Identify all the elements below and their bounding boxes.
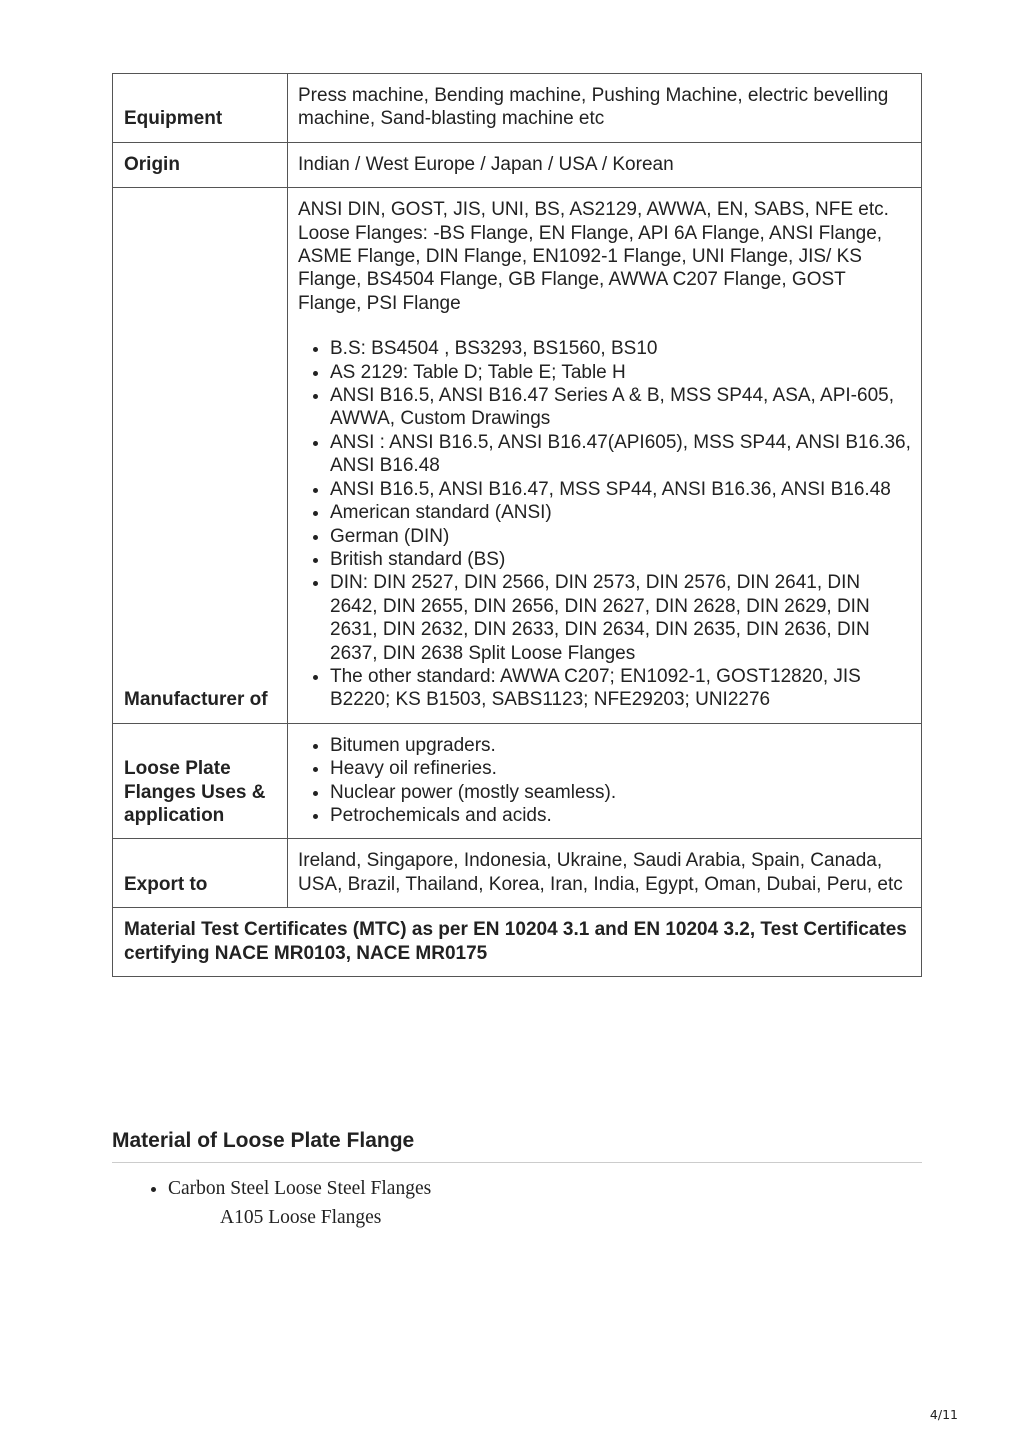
list-item: • DIN: DIN 2527, DIN 2566, DIN 2573, DIN 2576, DIN 2641, DIN 2642, DIN 2655, DIN 2656, DIN 2627, DIN 2628, DIN 2629, DIN 2631, DIN 2632, DIN 2633, DIN 2634, DIN 2635, DIN 2636, DIN 2637, DIN 2638 Split Loose Flanges bbox=[330, 571, 911, 665]
value-text: Ireland, Singapore, Indonesia, Ukraine, Saudi Arabia, Spain, Canada, USA, Brazil, Thailand, Korea, Iran, India, Egypt, Oman, Dubai, Peru, etc bbox=[298, 850, 903, 895]
certificates-note: Material Test Certificates (MTC) as per EN 10204 3.1 and EN 10204 3.2, Test Certificates certifying NACE MR0103, NACE MR0175 bbox=[113, 908, 922, 977]
list-item: • Petrochemicals and acids. bbox=[330, 804, 911, 827]
table-row-equipment bbox=[113, 74, 922, 143]
list-item: • The other standard: AWWA C207; EN1092-1, GOST12820, JIS B2220; KS B1503, SABS1123; NFE29203; UNI2276 bbox=[330, 665, 911, 712]
material-item-sub: A105 Loose Flanges bbox=[220, 1207, 382, 1228]
table-row-manufacturer bbox=[113, 188, 922, 724]
value-text: Loose Flanges: -BS Flange, EN Flange, API 6A Flange, ANSI Flange, ASME Flange, DIN Flange, EN1092-1 Flange, UNI Flange, JIS/ KS Flange, BS4504 Flange, GB Flange, AWWA C207 Flange, GOST Flange, PSI Flange bbox=[298, 222, 883, 314]
value-text: Indian / West Europe / Japan / USA / Korean bbox=[298, 153, 674, 175]
table-row-origin bbox=[113, 142, 922, 187]
list-item bbox=[168, 1174, 978, 1232]
value-text: ANSI DIN, GOST, JIS, UNI, BS, AS2129, AWWA, EN, SABS, NFE etc. bbox=[298, 199, 889, 221]
list-item: • Bitumen upgraders. bbox=[330, 734, 911, 757]
list-item: • German (DIN) bbox=[330, 525, 911, 548]
material-item-label: Carbon Steel Loose Steel Flanges bbox=[168, 1178, 432, 1199]
row-label: Manufacturer of bbox=[113, 188, 288, 724]
row-value bbox=[288, 723, 922, 839]
row-label: Equipment bbox=[113, 74, 288, 143]
page-number: 4/11 bbox=[929, 1407, 958, 1422]
list-item: • ANSI : ANSI B16.5, ANSI B16.47(API605), MSS SP44, ANSI B16.36, ANSI B16.48 bbox=[330, 431, 911, 478]
row-value bbox=[288, 142, 922, 187]
row-label: Export to bbox=[113, 839, 288, 908]
list-item: • British standard (BS) bbox=[330, 548, 911, 571]
list-item: • AS 2129: Table D; Table E; Table H bbox=[330, 361, 911, 384]
table-row-uses bbox=[113, 723, 922, 839]
row-value bbox=[288, 839, 922, 908]
row-value bbox=[288, 188, 922, 724]
list-item: • B.S: BS4504 , BS3293, BS1560, BS10 bbox=[330, 337, 911, 360]
standards-list bbox=[298, 337, 911, 712]
list-item: • ANSI B16.5, ANSI B16.47 Series A & B, MSS SP44, ASA, API-605, AWWA, Custom Drawings bbox=[330, 384, 911, 431]
list-item: • ANSI B16.5, ANSI B16.47, MSS SP44, ANSI B16.36, ANSI B16.48 bbox=[330, 478, 911, 501]
material-list bbox=[112, 1174, 978, 1232]
row-value bbox=[288, 74, 922, 143]
list-item: • American standard (ANSI) bbox=[330, 501, 911, 524]
table-row-export bbox=[113, 839, 922, 908]
section-heading: Material of Loose Plate Flange bbox=[112, 1128, 922, 1163]
uses-list bbox=[298, 734, 911, 828]
list-item: • Nuclear power (mostly seamless). bbox=[330, 781, 911, 804]
row-label: Loose Plate Flanges Uses & application bbox=[113, 723, 288, 839]
specification-table bbox=[112, 73, 922, 977]
table-row-certificates bbox=[113, 908, 922, 977]
list-item: • Heavy oil refineries. bbox=[330, 757, 911, 780]
row-label: Origin bbox=[113, 142, 288, 187]
value-text: Press machine, Bending machine, Pushing Machine, electric bevelling machine, Sand-blasting machine etc bbox=[298, 85, 889, 130]
